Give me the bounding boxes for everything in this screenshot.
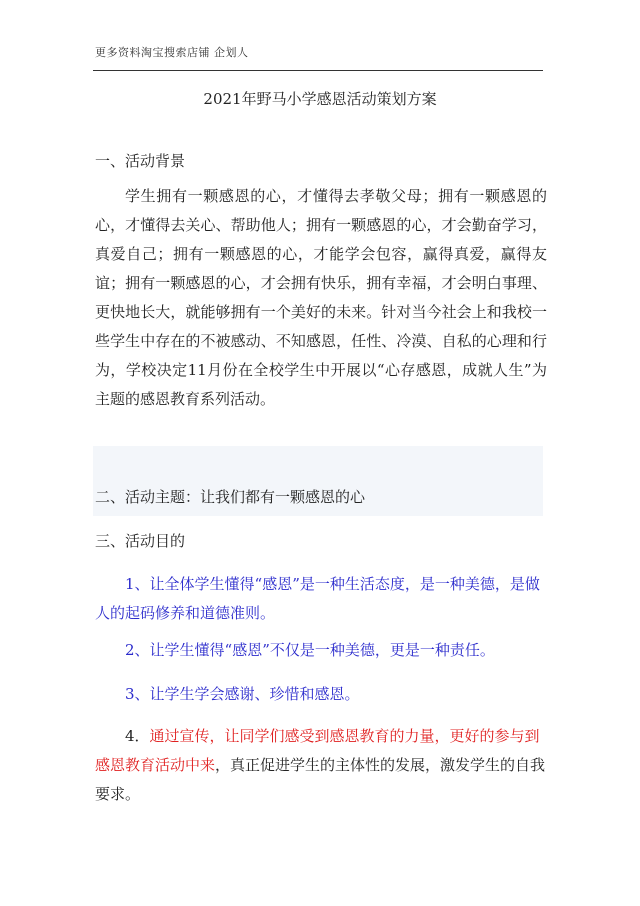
header-divider — [93, 70, 543, 71]
background-paragraph: 学生拥有一颗感恩的心，才懂得去孝敬父母；拥有一颗感恩的心，才懂得去关心、帮助他人；拥有一颗感恩的心，才会勤奋学习，真爱自己；拥有一颗感恩的心，才能学会包容，赢得真爱，赢得友谊；拥有一颗感恩的心，才会拥有快乐，拥有幸福，才会明白事理、更快地长大，就能够拥有一个美好的未来。针对当今社会上和我校一些学生中存在的不被感动、不知感恩，任性、冷漠、自私的心理和行为，学校决定11月份在全校学生中开展以“心存感恩，成就人生”为主题的感恩教育系列活动。 — [95, 187, 547, 408]
purpose-item-4-number: 4． — [125, 727, 150, 745]
document-title: 2021年野马小学感恩活动策划方案 — [203, 90, 437, 108]
section-heading-purpose: 三、活动目的 — [95, 532, 186, 550]
header-text: 更多资料淘宝搜索店铺 企划人 — [95, 46, 249, 59]
section-heading-theme: 二、活动主题：让我们都有一颗感恩的心 — [95, 488, 366, 506]
section-heading-background: 一、活动背景 — [95, 152, 186, 170]
purpose-item-4 — [95, 722, 547, 809]
purpose-item-3: 3、让学生学会感谢、珍惜和感恩。 — [125, 685, 360, 703]
purpose-item-4-rest: ，真正促进学生的主体性的发展，激发学生的自我要求。 — [95, 756, 546, 803]
purpose-item-1: 1、让全体学生懂得“感恩”是一种生活态度，是一种美德，是做人的起码修养和道德准则。 — [95, 575, 540, 622]
purpose-item-4-highlight: 通过宣传，让同学们感受到感恩教育的力量，更好的参与到感恩教育活动中来 — [95, 727, 540, 774]
purpose-item-2: 2、让学生懂得“感恩”不仅是一种美德，更是一种责任。 — [125, 641, 495, 659]
